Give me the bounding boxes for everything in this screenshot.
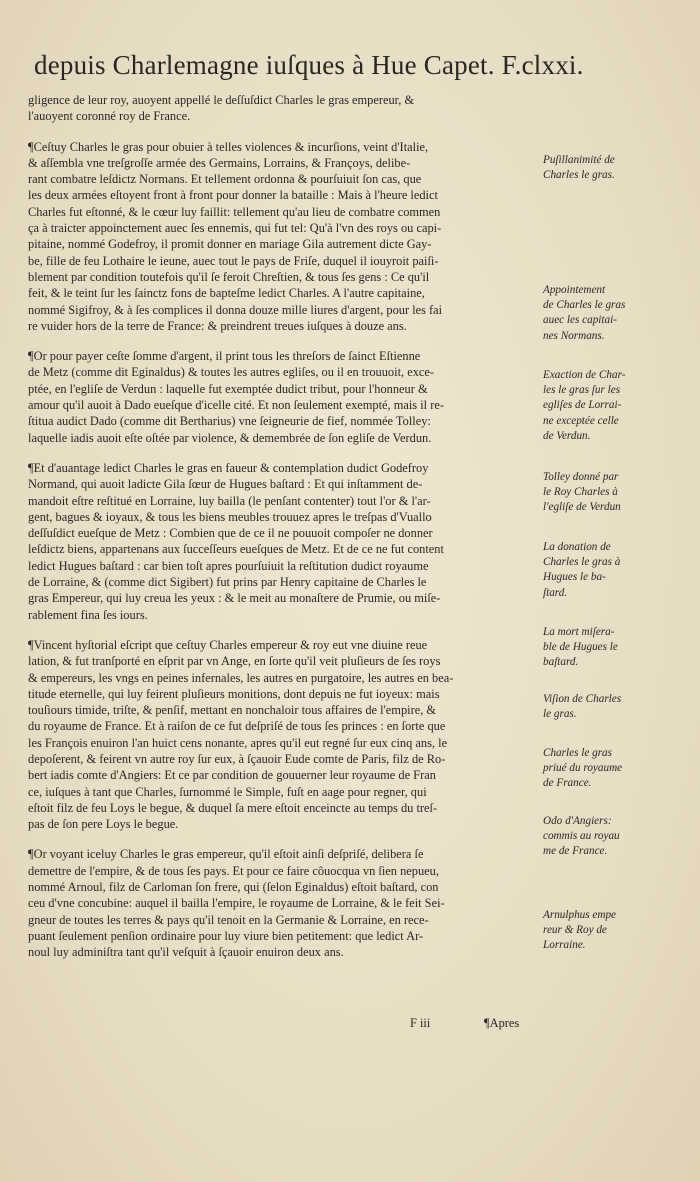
text-line: eſtoit filz de feu Loys le begue, & duquel ſa mere eſtoit enceincte au temps du treſ-	[28, 800, 438, 815]
margin-note-line: Charles le gras.	[543, 169, 615, 182]
margin-note-line: egliſes de Lorrai-	[543, 399, 622, 412]
text-line: feit, & le teint ſur les ſainctz fons de bapteſme ledict Charles. A l'autre capitaine,	[28, 286, 425, 301]
text-line: les François enuiron l'an huict cens nonante, apres qu'il eut regné ſur eux cinq ans, le	[28, 735, 448, 750]
margin-note-line: La donation de	[543, 541, 611, 553]
margin-note-line: l'egliſe de Verdun	[543, 501, 621, 514]
margin-note-0	[543, 153, 663, 183]
margin-note-line: ne exceptée celle	[543, 414, 619, 427]
text-line: demettre de l'empire, & de tous ſes pays. Et pour ce faire côuocqua vn ſien nepueu,	[28, 863, 439, 878]
margin-note-line: nes Normans.	[543, 329, 605, 342]
margin-note-9	[543, 908, 663, 954]
text-line: Charles fut eſtonné, & le cœur luy faillit: tellement qu'au lieu de combatre commen	[28, 204, 441, 219]
margin-note-line: me de France.	[543, 845, 608, 858]
paragraph	[28, 139, 540, 335]
paragraph	[28, 460, 540, 623]
text-line: nommé Arnoul, filz de Carloman ſon frere, qui (ſelon Eginaldus) eſtoit baſtard, con	[28, 880, 439, 895]
margin-note-2	[543, 368, 663, 444]
margin-note-line: Charles le gras	[543, 747, 612, 759]
text-line: gligence de leur roy, auoyent appellé le deſſuſdict Charles le gras empereur, &	[28, 93, 415, 107]
margin-note-8	[543, 814, 663, 860]
margin-note-5	[543, 625, 663, 671]
text-line: ça à traicter appoinctement auec ſes ennemis, qui fut tel: Qu'à l'vn des roys ou capi-	[28, 221, 442, 236]
text-line: de Lorraine, & (comme dict Sigibert) fut prins par Henry capitaine de Charles le	[28, 575, 427, 590]
text-line: lation, & fut tranſporté en eſprit par vn Ange, en ſorte qu'il veit pluſieurs de ſes roys	[28, 654, 441, 669]
text-line: depoſerent, & feirent vn autre roy ſur eux, à ſçauoir Eude comte de Paris, filz de Ro-	[28, 751, 446, 766]
text-line: ¶Or voyant iceluy Charles le gras empereur, qu'il eſtoit ainſi deſpriſé, delibera ſe	[28, 847, 424, 862]
margin-note-line: Puſillanimité de	[543, 154, 615, 166]
text-line: l'auoyent coronné roy de France.	[28, 109, 191, 124]
text-line: ce, iuſques à tant que Charles, ſurnommé le Simple, fuſt en aage pour regner, qui	[28, 784, 427, 799]
text-line: puant ſeulement penſion ordinaire pour luy viure bien petitement: que ledict Ar-	[28, 928, 424, 943]
text-line: laquelle iadis auoit eſte oſtée par violence, & demembrée de ſon egliſe de Verdun.	[28, 430, 432, 445]
text-line: ptée, en l'egliſe de Verdun : laquelle fut exemptée dudict tribut, pour l'honneur &	[28, 381, 428, 396]
text-line: noul luy adminiſtra tant qu'il veſquit à ſçauoir enuiron deux ans.	[28, 945, 344, 960]
text-line: re vuider hors de la terre de France: & preindrent treues iuſques à douze ans.	[28, 318, 407, 333]
margin-note-line: Viſion de Charles	[543, 693, 622, 705]
text-line: gent, bagues & ioyaux, & tous les biens meubles trouuez apres le treſpas d'Vuallo	[28, 509, 432, 524]
margin-note-line: Odo d'Angiers:	[543, 815, 612, 827]
text-line: deſſuſdict eueſque de Metz : Combien que de ce il ne pouuoit compoſer ne donner	[28, 526, 433, 541]
text-line: ¶Or pour payer ceſte ſomme d'argent, il print tous les threſors de ſainct Eſtienne	[28, 349, 421, 364]
margin-note-line: Hugues le ba-	[543, 571, 606, 584]
text-line: pas de ſon pere Loys le begue.	[28, 817, 179, 832]
text-line: nommé Sigifroy, & à ſes complices il donna douze mille liures d'argent, pour les fai	[28, 302, 443, 317]
text-line: ceu d'vne concubine: auquel il bailla l'empire, le royaume de Lorraine, & le feit Sei-	[28, 896, 445, 911]
text-line: rablement fina ſes iours.	[28, 607, 148, 622]
text-line: bert iadis comte d'Angiers: Et ce par condition de gouuerner leur royaume de Fran	[28, 768, 436, 783]
text-line: blement par condition toutefois qu'il ſe feroit Chreſtien, & tous ſes gens : Ce qu'il	[28, 269, 430, 284]
text-line: Normand, qui auoit ladicte Gila ſœur de Hugues baſtard : Et qui inſtamment de-	[28, 477, 423, 492]
paragraph	[28, 637, 540, 833]
text-line: du royaume de France. Et à raiſon de ce fut deſpriſé de tous ſes princes : en ſorte que	[28, 719, 446, 734]
paragraph	[28, 846, 540, 960]
margin-note-line: le gras.	[543, 708, 577, 721]
text-line: be, fille de feu Lothaire le ieune, auec tout le pays de Friſe, duquel il iouyroit paiſi-	[28, 253, 439, 268]
text-line: ¶Et d'auantage ledict Charles le gras en faueur & contemplation dudict Godefroy	[28, 460, 429, 475]
main-text-column	[28, 92, 540, 961]
margin-note-line: de Verdun.	[543, 429, 591, 442]
margin-note-line: La mort miſera-	[543, 626, 615, 638]
margin-note-4	[543, 540, 663, 601]
text-line: & empereurs, les vngs en peines infernales, les autres en purgatoire, les autres en bea-	[28, 670, 454, 685]
text-line: amour qu'il auoit à Dado eueſque d'icelle cité. Et non ſeulement exempté, mais il re-	[28, 398, 444, 413]
text-line: touſiours timide, triſte, & penſif, mettant en nonchaloir tous affaires de l'empire, &	[28, 703, 437, 718]
margin-note-7	[543, 746, 663, 792]
text-line: de Metz (comme dit Eginaldus) & toutes les autres egliſes, ou il en trouuoit, exce-	[28, 365, 435, 380]
text-line: & aſſembla vne treſgroſſe armée des Germains, Lorrains, & Françoys, delibe-	[28, 155, 411, 170]
text-line: pitaine, nommé Godefroy, il promit donner en mariage Gila autrement dicte Gay-	[28, 237, 432, 252]
text-line: rant combatre leſdictz Normans. Et tellement ordonna & pourſuiuit ſon cas, que	[28, 172, 422, 187]
text-line: ſtitua audict Dado (comme dit Bertharius) vne ſeigneurie de fief, nommée Tolley:	[28, 414, 431, 429]
margin-note-line: Lorraine.	[543, 939, 586, 952]
text-line: leſdictz biens, appartenans aux ſucceſſeurs eueſques de Metz. Et de ce ne fut content	[28, 542, 444, 557]
text-line: titude eternelle, qui luy feirent pluſieurs monitions, dont depuis ne fut ioyeux: mais	[28, 686, 440, 701]
margin-note-line: Charles le gras à	[543, 556, 621, 569]
margin-note-3	[543, 470, 663, 516]
text-line: ¶Ceſtuy Charles le gras pour obuier à telles violences & incurſions, veint d'Italie,	[28, 139, 429, 154]
margin-note-6	[543, 692, 663, 722]
margin-note-line: auec les capitai-	[543, 314, 617, 327]
text-line: ¶Vincent hyſtorial eſcript que ceſtuy Charles empereur & roy eut vne diuine reue	[28, 637, 428, 652]
margin-note-line: baſtard.	[543, 656, 579, 669]
paragraph	[28, 348, 540, 446]
margin-note-line: ble de Hugues le	[543, 641, 618, 654]
margin-note-line: Exaction de Char-	[543, 369, 626, 381]
text-line: ledict Hugues baſtard : car bien toſt apres pourſuiuit la reſtitution dudict royaume	[28, 558, 429, 573]
margin-note-line: commis au royau	[543, 830, 620, 843]
margin-note-line: les le gras ſur les	[543, 384, 621, 397]
margin-note-line: ſtard.	[543, 586, 568, 599]
signature-mark: F iii	[410, 1016, 431, 1030]
margin-note-line: Arnulphus empe	[543, 909, 617, 921]
catchword: ¶Apres	[484, 1016, 520, 1030]
margin-note-line: reur & Roy de	[543, 924, 607, 937]
text-line: gras Empereur, qui luy creua les yeux : & le meit au monaſtere de Prumie, ou miſe-	[28, 591, 441, 606]
margin-note-line: de Charles le gras	[543, 299, 626, 312]
text-line: les deux armées eſtoyent front à front pour donner la bataille : Mais à l'heure ledict	[28, 188, 438, 203]
margin-note-line: le Roy Charles à	[543, 486, 618, 499]
text-line: gneur de toutes les terres & pays qu'il tenoit en la Germanie & Lorraine, en rece-	[28, 912, 429, 927]
paragraph	[28, 92, 540, 125]
margin-note-line: Appointement	[543, 284, 606, 296]
text-line: mandoit eſtre reſtitué en Lorraine, luy bailla (le penſant contenter) tout l'or & l'ar-	[28, 493, 431, 508]
margin-note-line: de France.	[543, 777, 592, 790]
running-header: depuis Charlemagne iuſques à Hue Capet. F.clxxi.	[34, 50, 584, 80]
margin-note-1	[543, 283, 663, 344]
margin-note-line: Tolley donné par	[543, 471, 619, 483]
margin-note-line: priué du royaume	[543, 762, 623, 775]
